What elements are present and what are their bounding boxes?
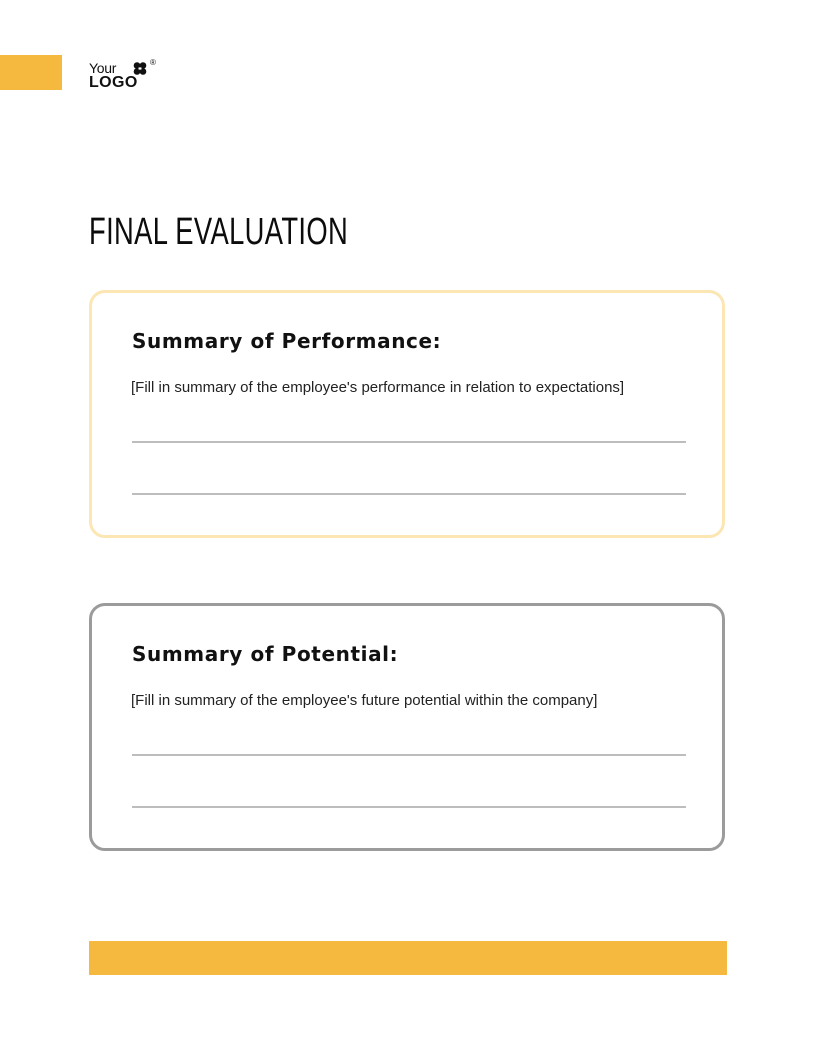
summary-of-performance-card xyxy=(89,290,725,538)
fill-in-line[interactable] xyxy=(132,806,686,808)
logo-text-logo: LOGO xyxy=(89,74,138,91)
company-logo xyxy=(89,60,169,94)
section-prompt: [Fill in summary of the employee's performance in relation to expectations] xyxy=(131,379,625,396)
header-accent-block xyxy=(0,55,62,90)
registered-mark: ® xyxy=(150,58,156,67)
logo-text-your: Your xyxy=(89,60,117,76)
footer-accent-bar xyxy=(89,941,727,975)
fill-in-line[interactable] xyxy=(132,441,686,443)
section-prompt: [Fill in summary of the employee's future potential within the company] xyxy=(131,692,598,709)
section-heading: Summary of Performance: xyxy=(132,329,442,353)
fill-in-line[interactable] xyxy=(132,493,686,495)
fill-in-line[interactable] xyxy=(132,754,686,756)
summary-of-potential-card xyxy=(89,603,725,851)
section-heading: Summary of Potential: xyxy=(132,642,399,666)
page-title: FINAL EVALUATION xyxy=(89,211,349,253)
